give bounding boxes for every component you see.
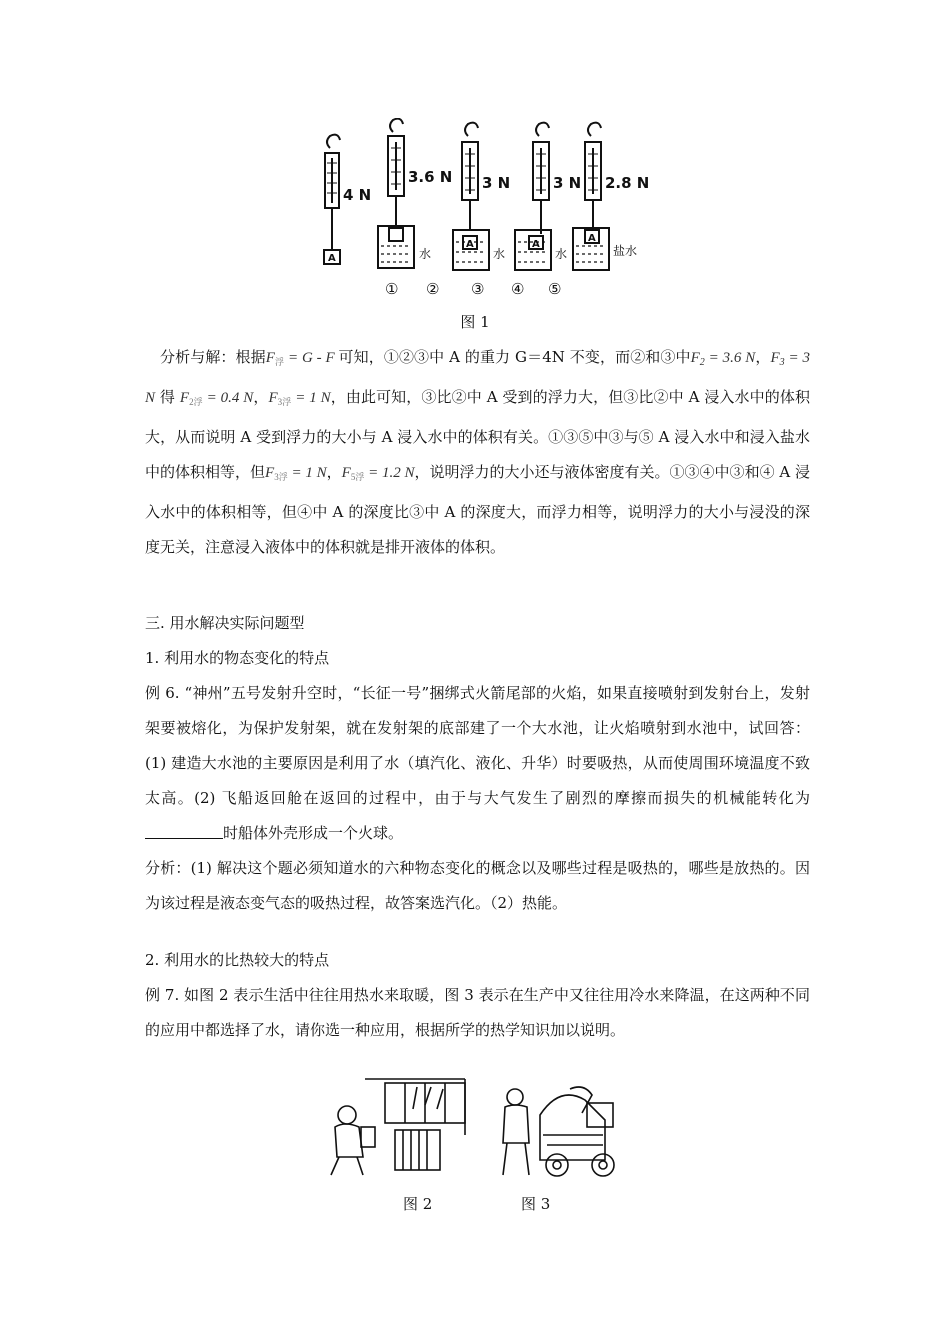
reading-3: 3 N [482, 174, 511, 192]
figure-2-caption: 图 2 [403, 1195, 433, 1213]
marker-2: ② [426, 280, 440, 298]
analysis-paragraph: 分析与解：根据$F_浮 = G - F$ 可知，①②③中 A 的重力 G＝4N 不变，而②和③中$F_2 = 3.6$ N，$F_3 = 3$ N 得 $F_{2浮} = 0.4$ N，$F_{3浮} = 1$ N，由此可知，③比②中 A 受到的浮力大，但③比②中 A 浸入水中的体积大，从而说明 A 受到浮力的大小与 A 浸入水中的体积有关。①③⑤中③与⑤ A 浸入水中和浸入盐水中的体积相等，但$F_{3浮} = 1$ N，$F_{5浮} = 1.2$ N，说明浮力的大小还与液体密度有关。①③④中③和④ A 浸入水中的体积相等，但④中 A 的深度比③中 A 的深度大，而浮力相等，说明浮力的大小与浸没的深度无关，注意浸入液体中的体积就是排开液体的体积。 [145, 348, 810, 556]
example-7: 例 7. 如图 2 表示生活中往往用热水来取暖，图 3 表示在生产中又往往用冷水来降温，在这两种不同的应用中都选择了水，请你选一种应用，根据所学的热学知识加以说明。 [145, 986, 810, 1039]
math-f3: $F_3 = 3$ N [145, 350, 810, 406]
figure-1-spring-balances [315, 118, 655, 298]
block-label: A [588, 233, 596, 244]
liquid-label-water: 水 [555, 247, 568, 261]
marker-3: ③ [471, 280, 485, 298]
block-label: A [466, 239, 474, 250]
liquid-label-water: 水 [419, 247, 432, 261]
reading-1: 4 N [343, 186, 372, 204]
math-f3-float-b: $F_{3浮} = 1$ N [265, 465, 327, 482]
liquid-label-water: 水 [493, 247, 506, 261]
block-label: A [532, 239, 540, 250]
math-f3-float: $F_{3浮} = 1$ N [268, 390, 331, 407]
analysis-6: 分析：(1) 解决这个题必须知道水的六种物态变化的概念以及哪些过程是吸热的，哪些是放热的。因为该过程是液态变气态的吸热过程，故答案选汽化。（2）热能。 [145, 859, 810, 912]
block-label: A [328, 253, 336, 264]
figure-1-caption: 图 1 [460, 313, 490, 331]
example-6: 例 6. “神州”五号发射升空时，“长征一号”捆绑式火箭尾部的火焰，如果直接喷射到发射台上，发射架要被熔化，为保护发射架，就在发射架的底部建了一个大水池，让火焰喷射到水池中，试回答：(1) 建造大水池的主要原因是利用了水（填汽化、液化、升华）时要吸热，从而使周围环境温度不致太高。(2) 飞船返回舱在返回的过程中，由于与大气发生了剧烈的摩擦而损失的机械能转化为时船体外壳形成一个火球。 [145, 684, 810, 842]
reading-5: 2.8 N [605, 174, 650, 192]
marker-5: ⑤ [548, 280, 562, 298]
marker-1: ① [385, 280, 399, 298]
analysis-block [145, 340, 810, 565]
section-heading: 三. 用水解决实际问题型 [145, 614, 305, 632]
subheading-2: 2. 利用水的比热较大的特点 [145, 951, 330, 969]
reading-2: 3.6 N [408, 168, 453, 186]
subheading-1: 1. 利用水的物态变化的特点 [145, 649, 330, 667]
math-f2: $F_2 = 3.6$ N [690, 350, 756, 368]
figure-2-3-illustrations [325, 1075, 635, 1180]
math-f2-float: $F_{2浮} = 0.4$ N [179, 390, 254, 407]
marker-4: ④ [511, 280, 525, 298]
answer-blank [145, 824, 223, 839]
math-f-float: $F_浮 = G - F$ [265, 350, 339, 367]
section-3 [145, 606, 810, 1048]
reading-4: 3 N [553, 174, 582, 192]
liquid-label-saltwater: 盐水 [613, 244, 638, 258]
figure-3-caption: 图 3 [521, 1195, 551, 1213]
math-f5-float: $F_{5浮} = 1.2$ N [341, 465, 415, 482]
